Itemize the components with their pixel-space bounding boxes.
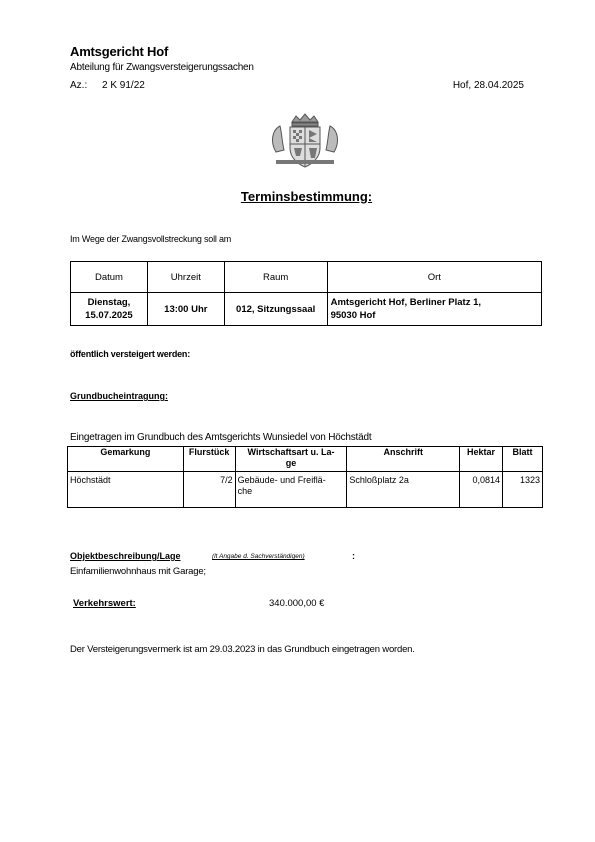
cell-blatt: 1323: [503, 472, 543, 508]
court-name: Amtsgericht Hof: [70, 44, 169, 59]
header-wirtschaftsart-line1: Wirtschaftsart u. La-: [247, 447, 335, 457]
place-date: Hof, 28.04.2025: [452, 80, 524, 91]
header-time: Uhrzeit: [147, 262, 224, 293]
object-heading-colon: :: [352, 551, 355, 561]
header-place: Ort: [327, 262, 541, 293]
department-name: Abteilung für Zwangsversteigerungssachen: [70, 62, 254, 73]
date-weekday: Dienstag,: [87, 297, 131, 308]
cell-wirtschaftsart-line2: che: [237, 486, 253, 496]
table-header-row: [71, 262, 542, 293]
market-value-label: Verkehrswert:: [73, 598, 136, 609]
header-date: Datum: [71, 262, 148, 293]
cell-wirtschaftsart: [235, 472, 347, 508]
header-wirtschaftsart: [235, 447, 347, 472]
cell-wirtschaftsart-line1: Gebäude- und Freiflä-: [237, 475, 326, 485]
file-number-label: Az.:: [70, 80, 88, 91]
land-register-text: Eingetragen im Grundbuch des Amtsgerichts Wunsiedel von Höchstädt: [70, 432, 372, 443]
intro-text: Im Wege der Zwangsvollstreckung soll am: [70, 234, 232, 244]
appointment-table: [70, 261, 542, 326]
cell-flurstueck: 7/2: [183, 472, 235, 508]
cell-hektar: 0,0814: [460, 472, 503, 508]
header-gemarkung: Gemarkung: [68, 447, 184, 472]
coat-of-arms-icon: [262, 112, 348, 170]
market-value: 340.000,00 €: [269, 598, 325, 609]
table-row: [68, 472, 543, 508]
appointment-date: [71, 293, 148, 326]
appointment-room: 012, Sitzungssaal: [224, 293, 327, 326]
header-blatt: Blatt: [503, 447, 543, 472]
auction-statement: öffentlich versteigert werden:: [70, 349, 191, 359]
document-title: Terminsbestimmung:: [240, 189, 373, 204]
place-address: Amtsgericht Hof, Berliner Platz 1,: [330, 297, 482, 308]
appointment-place: [327, 293, 541, 326]
header-room: Raum: [224, 262, 327, 293]
appointment-time: 13:00 Uhr: [147, 293, 224, 326]
land-register-heading: Grundbucheintragung:: [70, 391, 168, 401]
file-number-value: 2 K 91/22: [102, 80, 145, 91]
object-description: Einfamilienwohnhaus mit Garage;: [70, 566, 206, 577]
land-register-table: [67, 446, 543, 508]
header-wirtschaftsart-line2: ge: [285, 458, 297, 468]
table-header-row: [68, 447, 543, 472]
header-flurstueck: Flurstück: [183, 447, 235, 472]
header-anschrift: Anschrift: [347, 447, 460, 472]
table-row: [71, 293, 542, 326]
cell-gemarkung: Höchstädt: [68, 472, 184, 508]
place-postcode: 95030 Hof: [330, 310, 376, 321]
object-heading: Objektbeschreibung/Lage: [70, 551, 181, 561]
date-value: 15.07.2025: [85, 310, 133, 321]
header-hektar: Hektar: [460, 447, 503, 472]
cell-anschrift: Schloßplatz 2a: [347, 472, 460, 508]
object-heading-note: (lt Angabe d. Sachverständigen): [212, 553, 305, 560]
registration-note: Der Versteigerungsvermerk ist am 29.03.2023 in das Grundbuch eingetragen worden.: [70, 644, 415, 655]
